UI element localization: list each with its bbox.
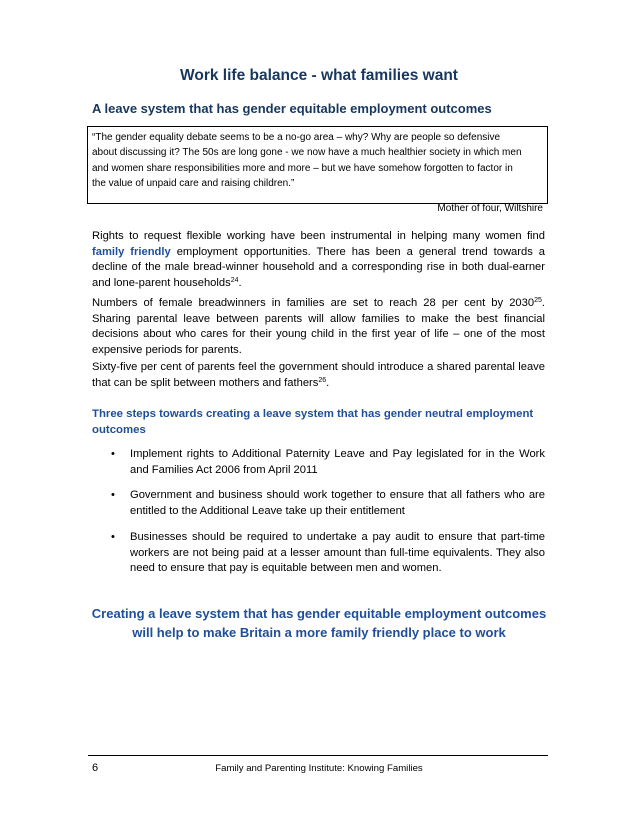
footnote-ref: 25	[534, 297, 542, 304]
family-friendly-highlight: family friendly	[92, 245, 171, 258]
quote-attribution: Mother of four, Wiltshire	[437, 202, 543, 214]
list-item	[92, 488, 545, 519]
paragraph-female-breadwinners: Numbers of female breadwinners in families are set to reach 28 per cent by 2030$^{25}$. Sharing parental leave between parents will allow families to make the best financial decisions about who cares for their young child in the first year of life – one of the most expensive periods for parents.	[92, 297, 545, 357]
closing-statement	[60, 604, 578, 642]
bullet-icon: •	[111, 489, 115, 502]
quote-line: the value of unpaid care and raising children.”	[92, 178, 295, 190]
bullet-icon: •	[111, 448, 115, 460]
quote-line: about discussing it? The 50s are long gone - we now have a much healthier society in which men	[92, 147, 522, 159]
footer-text: Family and Parenting Institute: Knowing Families	[215, 763, 423, 774]
steps-list	[92, 447, 545, 577]
footer-divider	[88, 755, 548, 756]
list-item-text: Implement rights to Additional Paternity Leave and Pay legislated for in the Work and Families Act 2006 from April 2011	[130, 448, 545, 476]
paragraph-flexible-working: Rights to request flexible working have been instrumental in helping many women find family friendly employment opportunities. There has been a general trend towards a decline of the male bread-winner household and a corresponding rise in both dual-earner and lone-parent households$^{24}$.	[92, 230, 545, 290]
page-title: Work life balance - what families want	[180, 67, 458, 84]
footnote-ref: 24	[230, 277, 239, 285]
page-number: 6	[92, 762, 99, 774]
bullet-icon: •	[111, 530, 115, 543]
list-item	[92, 530, 545, 577]
footnote-ref: 26	[318, 376, 327, 384]
list-item-text: Businesses should be required to undertake a pay audit to ensure that part-time workers are not being paid at a lesser amount than full-time equivalents. They also need to ensure that pay is equitable between men and women.	[130, 530, 545, 575]
closing-line: Creating a leave system that has gender equitable employment outcomes	[91, 606, 547, 621]
section-heading: A leave system that has gender equitable employment outcomes	[92, 101, 492, 116]
quote-text	[92, 130, 543, 192]
quote-line: “The gender equality debate seems to be a no-go area – why? Why are people so defensive	[92, 132, 501, 143]
list-item-text: Government and business should work together to ensure that all fathers who are entitled to the Additional Leave take up their entitlement	[130, 489, 545, 518]
list-item	[92, 447, 545, 478]
steps-heading: Three steps towards creating a leave system that has gender neutral employment outcomes	[92, 408, 534, 436]
paragraph-shared-leave: Sixty-five per cent of parents feel the government should introduce a shared parental leave that can be split between mothers and fathers$^{26}$.	[92, 361, 545, 389]
quote-box	[87, 126, 548, 214]
closing-line: will help to make Britain a more family friendly place to work	[132, 625, 506, 640]
quote-line: and women share responsibilities more and more – but we have somehow forgotten to factor in	[92, 162, 513, 174]
